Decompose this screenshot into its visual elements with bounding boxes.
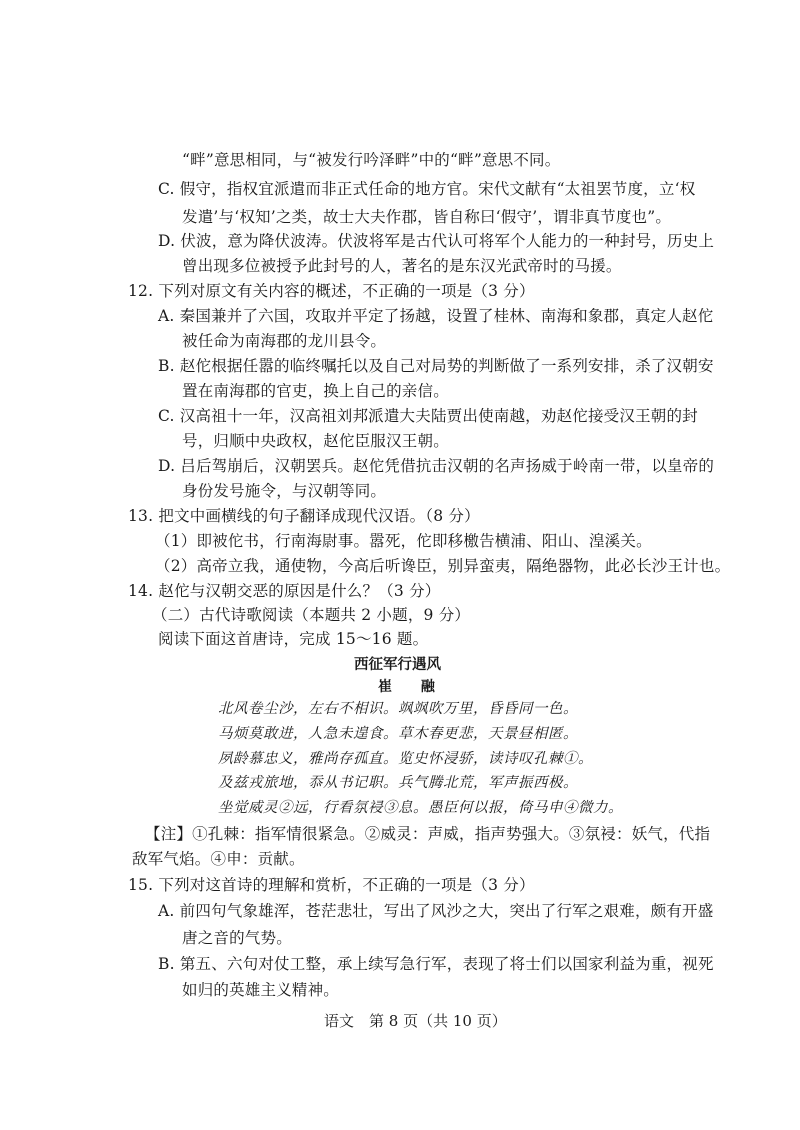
text-line: 置在南海郡的官吏，换上自己的亲信。 <box>182 382 449 400</box>
poem-line: 北风卷尘沙，左右不相识。飒飒吹万里，昏昏同一色。 <box>218 701 578 717</box>
question-15-stem: 15. 下列对这首诗的理解和赏析，不正确的一项是（3 分） <box>128 876 535 894</box>
text-line: 发遣’与‘权知’之类，故士大夫作郡，皆自称曰‘假守’，谓非真节度也”。 <box>182 208 672 226</box>
poem-author: 崔 融 <box>378 679 447 695</box>
text-line: 曾出现多位被授予此封号的人，著名的是东汉光武帝时的马援。 <box>182 257 622 275</box>
q12-option-c: C. 汉高祖十一年，汉高祖刘邦派遣大夫陆贾出使南越，劝赵佗接受汉王朝的封 <box>158 407 698 425</box>
poem-notes: 【注】①孔棘：指军情很紧急。②威灵：声威，指声势强大。③氛祲：妖气，代指 <box>145 825 711 843</box>
text-line: 身份发号施令，与汉朝等同。 <box>182 482 387 500</box>
poem-line: 坐觉威灵②远，行看氛祲③息。愚臣何以报，倚马申④微力。 <box>218 800 623 816</box>
poem-line: 马烦莫敢进，人急未遑食。草木春更悲，天景昼相匿。 <box>218 726 578 742</box>
poem-line: 夙龄慕忠义，雅尚存孤直。览史怀浸骄，读诗叹孔棘①。 <box>218 751 593 767</box>
page-footer: 语文 第 8 页（共 10 页） <box>324 1012 507 1030</box>
text-line: 号，归顺中央政权，赵佗臣服汉王朝。 <box>182 432 449 450</box>
q15-option-b: B. 第五、六句对仗工整，承上续写急行军，表现了将士们以国家利益为重，视死 <box>158 955 714 973</box>
text-line: “畔”意思相同，与“被发行吟泽畔”中的“畔”意思不同。 <box>182 151 561 169</box>
option-c: C. 假守，指权宜派遣而非正式任命的地方官。宋代文献有“太祖罢节度，立‘权 <box>158 180 696 198</box>
question-13-stem: 13. 把文中画横线的句子翻译成现代汉语。（8 分） <box>128 507 480 525</box>
text-line: 唐之音的气势。 <box>182 929 292 947</box>
reading-instruction: 阅读下面这首唐诗，完成 15～16 题。 <box>158 630 429 648</box>
q13-sentence-1: （1）即被佗书，行南海尉事。嚣死，佗即移檄告横浦、阳山、湟溪关。 <box>155 532 652 550</box>
q13-sentence-2: （2）高帝立我，通使物，今高后听谗臣，别异蛮夷，隔绝器物，此必长沙王计也。 <box>155 557 731 575</box>
q12-option-b: B. 赵佗根据任嚣的临终嘱托以及自己对局势的判断做了一系列安排，杀了汉朝安 <box>158 357 714 375</box>
text-line: 如归的英雄主义精神。 <box>182 981 340 999</box>
text-line: 被任命为南海郡的龙川县令。 <box>182 332 387 350</box>
question-12-stem: 12. 下列对原文有关内容的概述，不正确的一项是（3 分） <box>128 282 535 300</box>
option-d: D. 伏波，意为降伏波涛。伏波将军是古代认可将军个人能力的一种封号，历史上 <box>158 232 715 250</box>
q12-option-a: A. 秦国兼并了六国，攻取并平定了扬越，设置了桂林、南海和象郡，真定人赵佗 <box>158 307 714 325</box>
poem-notes: 敌军气焰。④申：贡献。 <box>132 850 305 868</box>
q12-option-d: D. 吕后驾崩后，汉朝罢兵。赵佗凭借抗击汉朝的名声扬威于岭南一带，以皇帝的 <box>158 457 715 475</box>
question-14-stem: 14. 赵佗与汉朝交恶的原因是什么？（3 分） <box>128 582 441 600</box>
q15-option-a: A. 前四句气象雄浑，苍茫悲壮，写出了风沙之大，突出了行军之艰难，颇有开盛 <box>158 902 714 920</box>
section-heading: （二）古代诗歌阅读（本题共 2 小题，9 分） <box>152 606 471 624</box>
poem-title: 西征军行遇风 <box>354 656 441 673</box>
poem-line: 及兹戎旅地，忝从书记职。兵气腾北荒，军声振西极。 <box>218 775 578 791</box>
